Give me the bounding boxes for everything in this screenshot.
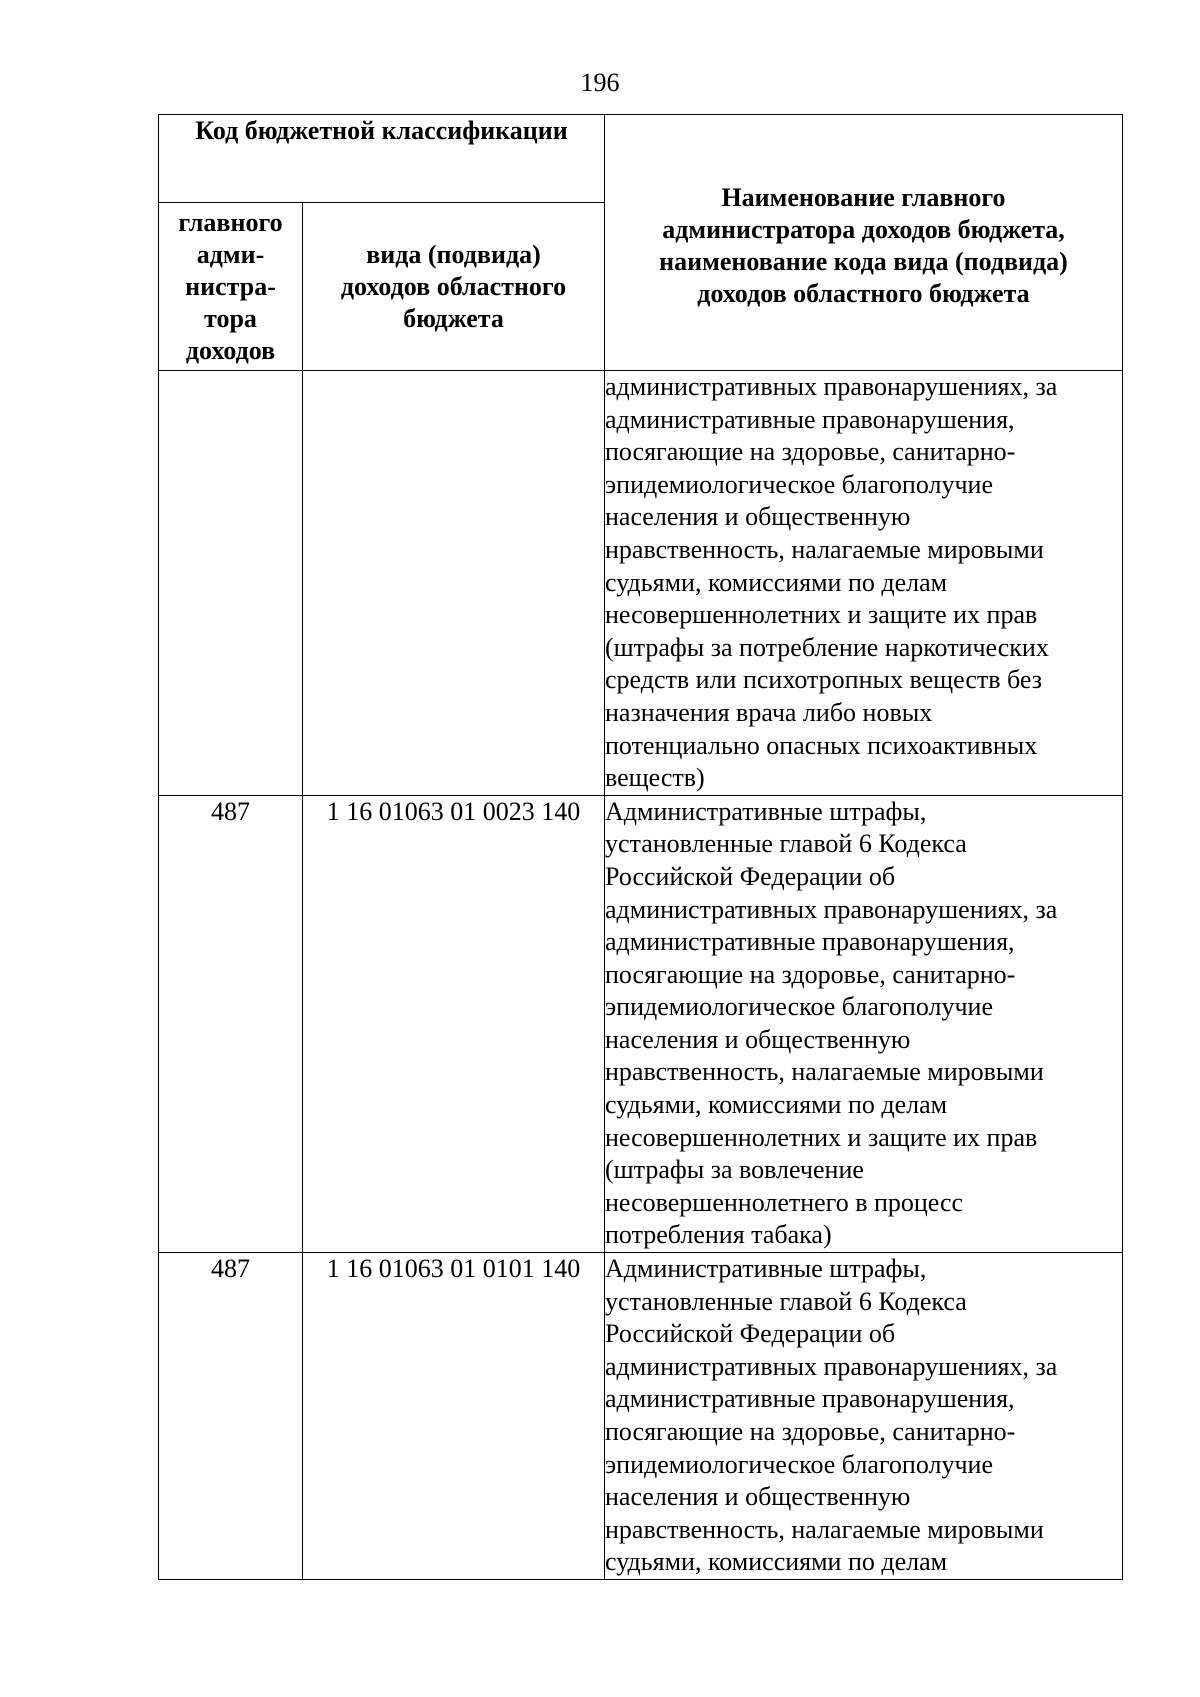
income-code-cell [303,371,605,796]
description-line: эпидемиологическое благополучие [605,992,993,1022]
page-number: 196 [580,68,620,97]
description-line: административных правонарушениях, за [605,1351,1058,1381]
description-cell [605,795,1123,1252]
description-line: административные правонарушения, [605,404,1015,434]
description-line: Административные штрафы, [605,1254,927,1284]
description-line: эпидемиологическое благополучие [605,469,993,499]
description-line: несовершеннолетних и защите их прав [605,600,1038,630]
description-line: посягающие на здоровье, санитарно- [605,437,1016,467]
description-line: нравственность, налагаемые мировыми [605,534,1044,564]
description-line: несовершеннолетнего в процесс [605,1187,964,1217]
header-administrator-name: Наименование главного администратора доходов бюджета, наименование кода вида (подвида) доходов областного бюджета [605,115,1123,371]
description-cell [605,371,1123,796]
description-line: административные правонарушения, [605,1384,1015,1414]
description-line: судьями, комиссиями по делам [605,1547,948,1577]
table-body [159,371,1123,1580]
description-line: потенциально опасных психоактивных [605,730,1038,760]
description-line: населения и общественную [605,502,911,532]
income-code-cell: 1 16 01063 01 0023 140 [303,795,605,1252]
admin-code-cell: 487 [159,1253,303,1580]
description-cell [605,1253,1123,1580]
budget-classification-table [158,114,1123,1580]
description-line: веществ) [605,763,705,793]
table-header [159,115,1123,371]
description-line: потребления табака) [605,1220,832,1250]
description-line: Российской Федерации об [605,861,896,891]
description-line: Российской Федерации об [605,1319,896,1349]
description-line: эпидемиологическое благополучие [605,1449,993,1479]
description-line: назначения врача либо новых [605,697,933,727]
description-line: средств или психотропных веществ без [605,665,1043,695]
description-line: (штрафы за потребление наркотических [605,632,1049,662]
description-line: населения и общественную [605,1024,911,1054]
admin-code-cell [159,371,303,796]
description-line: несовершеннолетних и защите их прав [605,1122,1038,1152]
description-line: административных правонарушениях, за [605,894,1058,924]
description-line: посягающие на здоровье, санитарно- [605,959,1016,989]
header-budget-classification-code: Код бюджетной классификации [159,115,605,203]
table-row [159,1253,1123,1580]
description-line: посягающие на здоровье, санитарно- [605,1417,1016,1446]
table-row [159,795,1123,1252]
description-line: Административные штрафы, [605,796,927,826]
header-income-kind: вида (подвида) доходов областного бюджета [303,203,605,371]
admin-code-cell: 487 [159,795,303,1252]
description-line: установленные главой 6 Кодекса [605,829,967,859]
description-line: нравственность, налагаемые мировыми [605,1057,1044,1087]
description-line: административных правонарушениях, за [605,372,1058,401]
header-main-administrator: главного адми- нистра- тора доходов [159,203,303,371]
description-line: судьями, комиссиями по делам [605,567,948,597]
description-line: судьями, комиссиями по делам [605,1090,948,1120]
income-code-cell: 1 16 01063 01 0101 140 [303,1253,605,1580]
description-line: населения и общественную [605,1482,911,1512]
description-line: установленные главой 6 Кодекса [605,1286,967,1316]
description-line: административные правонарушения, [605,927,1015,957]
description-line: (штрафы за вовлечение [605,1155,864,1185]
description-line: нравственность, налагаемые мировыми [605,1514,1044,1544]
table-row [159,371,1123,796]
